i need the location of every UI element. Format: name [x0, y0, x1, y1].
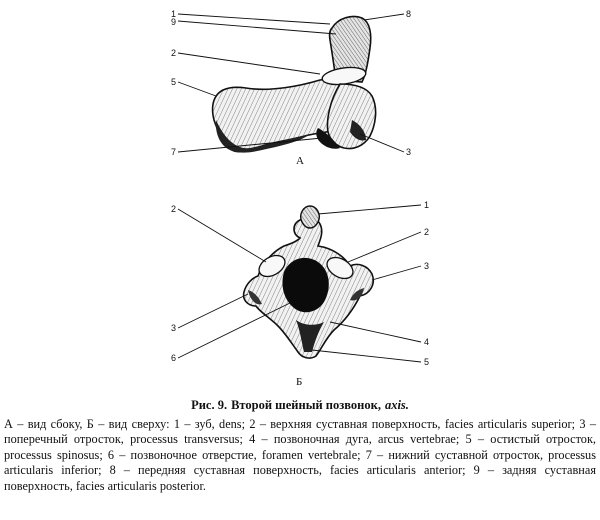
- view-a-body-drawing: [328, 84, 376, 149]
- view-b-dens-drawing: [301, 206, 320, 228]
- view-a-label-7: 7: [171, 147, 177, 157]
- view-b-label-6: 6: [171, 353, 177, 363]
- figure-title-latin: axis.: [384, 398, 409, 412]
- view-a-label-3: 3: [406, 147, 412, 157]
- view-b-label-1: 1: [424, 200, 430, 210]
- view-b-label-3-left: 3: [171, 323, 177, 333]
- view-b-label-4: 4: [424, 337, 430, 347]
- figure-number: Рис. 9.: [191, 398, 228, 412]
- view-a-label-2: 2: [171, 48, 177, 58]
- view-a-label-1: 1: [171, 9, 177, 19]
- view-a-label-9: 9: [171, 17, 177, 27]
- figure-caption-title: [0, 398, 600, 413]
- figure-title: Второй шейный позвонок,: [231, 398, 381, 412]
- figure-legend-text: А – вид сбоку, Б – вид сверху: 1 – зуб, dens; 2 – верхняя суставная поверхность, facies articularis superior; 3 – поперечный отросток, processus transversus; 4 – позвоночная дуга, arcus vertebrae; 5 – остистый отросток, processus spinosus; 6 – позвоночное отверстие, foramen vertebrale; 7 – нижний суставной отросток, processus articularis inferior; 8 – передняя суставная поверхность, facies articularis anterior; 9 – задняя суставная поверхность, facies articularis posterior.: [4, 417, 596, 493]
- view-b-label-2-left: 2: [171, 204, 177, 214]
- view-b-label-3-right: 3: [424, 261, 430, 271]
- view-b-label-2-right: 2: [424, 227, 430, 237]
- view-a-label-5: 5: [171, 77, 177, 87]
- view-b-label-5: 5: [424, 357, 430, 367]
- view-b-top-view: [171, 200, 429, 388]
- view-a-title: А: [296, 155, 304, 167]
- view-a-label-8: 8: [406, 9, 412, 19]
- view-a-side-view: [171, 9, 411, 167]
- view-b-title: Б: [296, 376, 303, 388]
